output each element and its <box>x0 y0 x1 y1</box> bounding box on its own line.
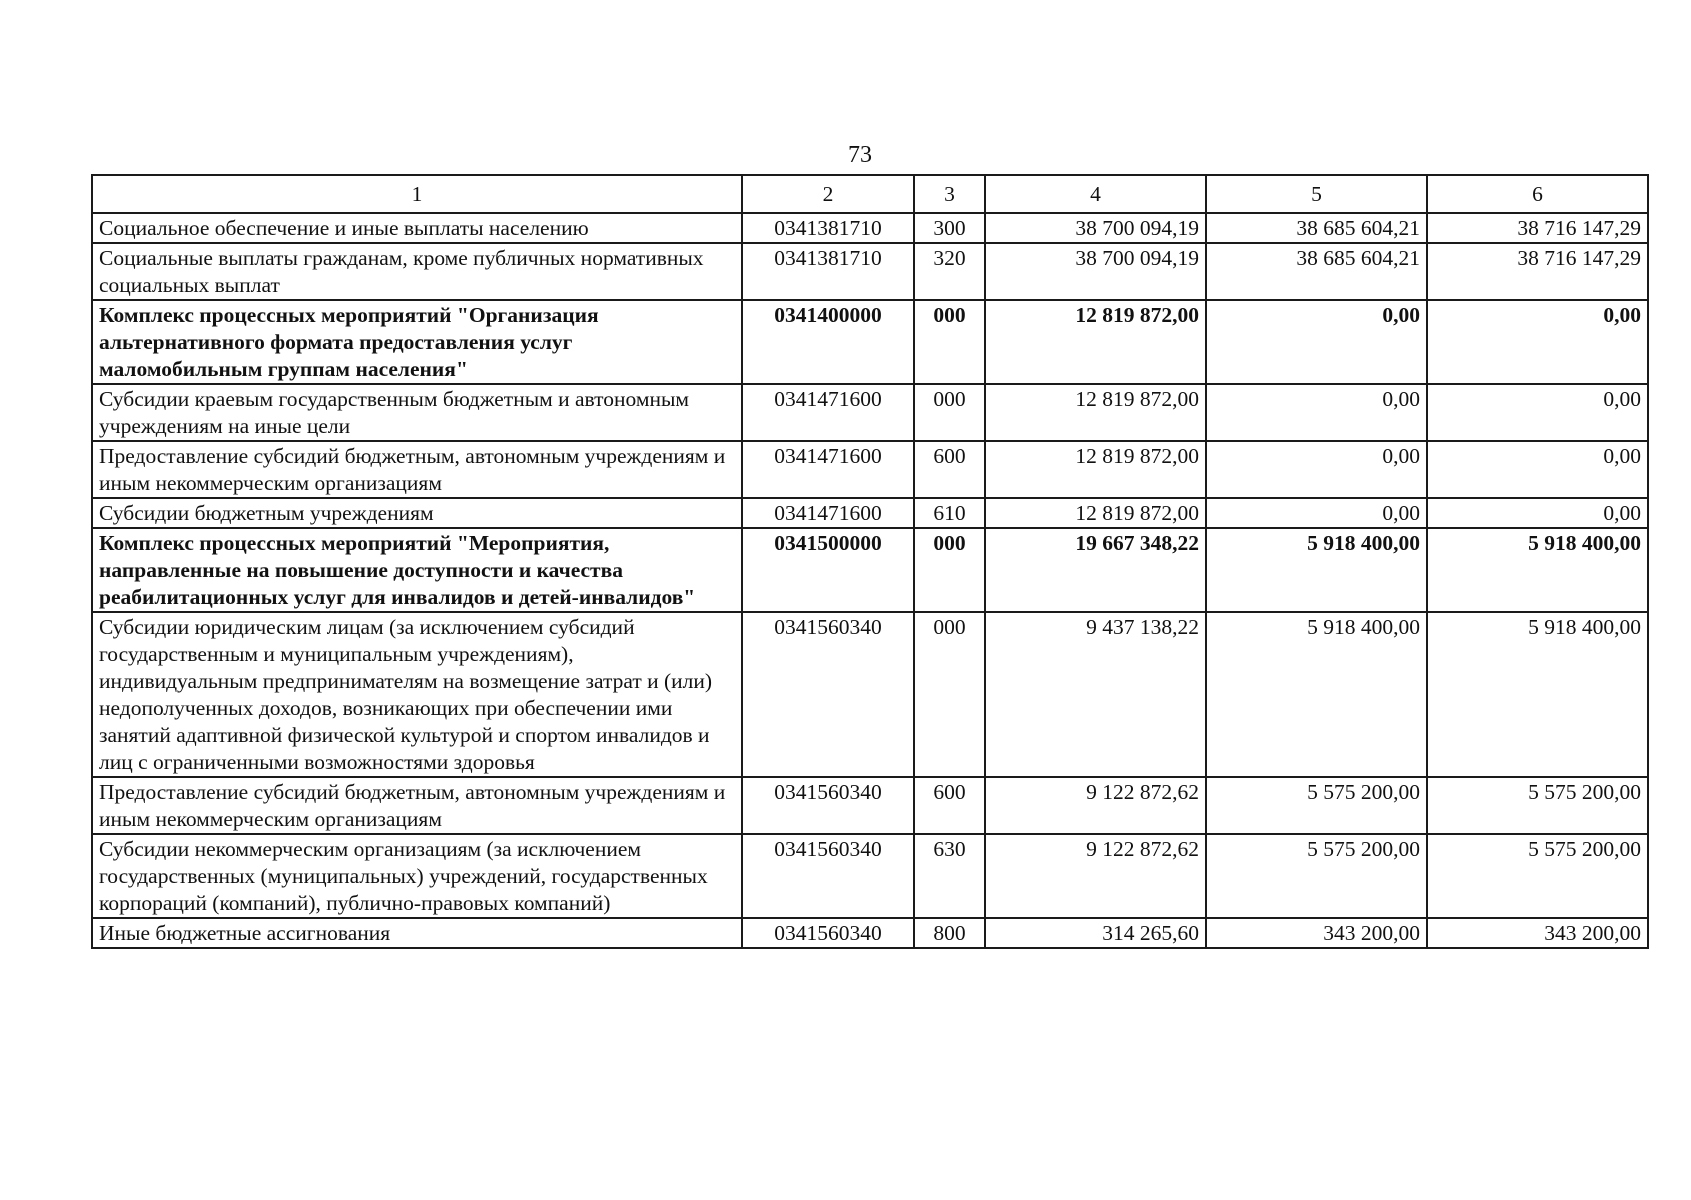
row-type-cell: 000 <box>914 384 985 441</box>
row-code-cell: 0341560340 <box>742 612 914 777</box>
row-value-col4-cell: 19 667 348,22 <box>985 528 1206 612</box>
row-name-cell: Субсидии некоммерческим организациям (за исключением государственных (муниципальных) учреждений, государственных корпораций (компаний), публично-правовых компаний) <box>92 834 742 918</box>
table-row <box>92 612 1648 777</box>
row-value-col6-cell: 38 716 147,29 <box>1427 243 1648 300</box>
row-value-col5-cell: 0,00 <box>1206 498 1427 528</box>
column-header: 5 <box>1206 175 1427 213</box>
row-value-col6-cell: 0,00 <box>1427 498 1648 528</box>
row-value-col5-cell: 5 918 400,00 <box>1206 528 1427 612</box>
row-value-col4-cell: 9 122 872,62 <box>985 834 1206 918</box>
table-row <box>92 300 1648 384</box>
row-type-cell: 320 <box>914 243 985 300</box>
row-value-col6-cell: 5 918 400,00 <box>1427 612 1648 777</box>
row-value-col6-cell: 0,00 <box>1427 300 1648 384</box>
table-row <box>92 777 1648 834</box>
row-value-col6-cell: 5 575 200,00 <box>1427 834 1648 918</box>
row-name-cell: Субсидии юридическим лицам (за исключением субсидий государственным и муниципальным учреждениям), индивидуальным предпринимателям на возмещение затрат и (или) недополученных доходов, возникающих при обеспечении ими занятий адаптивной физической культурой и спортом инвалидов и лиц с ограниченными возможностями здоровья <box>92 612 742 777</box>
row-code-cell: 0341560340 <box>742 777 914 834</box>
row-value-col5-cell: 0,00 <box>1206 384 1427 441</box>
row-code-cell: 0341381710 <box>742 243 914 300</box>
row-name-cell: Комплекс процессных мероприятий "Мероприятия, направленные на повышение доступности и качества реабилитационных услуг для инвалидов и детей-инвалидов" <box>92 528 742 612</box>
row-name-cell: Предоставление субсидий бюджетным, автономным учреждениям и иным некоммерческим организациям <box>92 777 742 834</box>
row-value-col5-cell: 38 685 604,21 <box>1206 213 1427 243</box>
row-value-col5-cell: 343 200,00 <box>1206 918 1427 948</box>
column-header: 2 <box>742 175 914 213</box>
row-value-col4-cell: 314 265,60 <box>985 918 1206 948</box>
table-body <box>92 213 1648 948</box>
row-name-cell: Субсидии бюджетным учреждениям <box>92 498 742 528</box>
row-code-cell: 0341381710 <box>742 213 914 243</box>
row-value-col6-cell: 38 716 147,29 <box>1427 213 1648 243</box>
row-name-cell: Социальные выплаты гражданам, кроме публичных нормативных социальных выплат <box>92 243 742 300</box>
row-type-cell: 000 <box>914 612 985 777</box>
row-value-col4-cell: 12 819 872,00 <box>985 384 1206 441</box>
table-row <box>92 384 1648 441</box>
budget-table <box>91 174 1649 949</box>
row-value-col5-cell: 0,00 <box>1206 441 1427 498</box>
table-row <box>92 213 1648 243</box>
row-value-col6-cell: 0,00 <box>1427 441 1648 498</box>
row-type-cell: 000 <box>914 300 985 384</box>
column-header: 3 <box>914 175 985 213</box>
column-header: 1 <box>92 175 742 213</box>
row-code-cell: 0341471600 <box>742 498 914 528</box>
table-row <box>92 498 1648 528</box>
row-value-col5-cell: 5 575 200,00 <box>1206 834 1427 918</box>
row-code-cell: 0341500000 <box>742 528 914 612</box>
row-value-col5-cell: 5 575 200,00 <box>1206 777 1427 834</box>
row-value-col5-cell: 38 685 604,21 <box>1206 243 1427 300</box>
row-value-col6-cell: 0,00 <box>1427 384 1648 441</box>
row-code-cell: 0341471600 <box>742 441 914 498</box>
row-type-cell: 630 <box>914 834 985 918</box>
row-type-cell: 800 <box>914 918 985 948</box>
row-value-col5-cell: 5 918 400,00 <box>1206 612 1427 777</box>
row-code-cell: 0341560340 <box>742 918 914 948</box>
row-code-cell: 0341400000 <box>742 300 914 384</box>
header-row <box>92 175 1648 213</box>
row-code-cell: 0341560340 <box>742 834 914 918</box>
row-type-cell: 000 <box>914 528 985 612</box>
row-value-col6-cell: 5 575 200,00 <box>1427 777 1648 834</box>
row-value-col4-cell: 38 700 094,19 <box>985 213 1206 243</box>
row-type-cell: 600 <box>914 441 985 498</box>
row-type-cell: 600 <box>914 777 985 834</box>
row-name-cell: Субсидии краевым государственным бюджетным и автономным учреждениям на иные цели <box>92 384 742 441</box>
row-value-col6-cell: 343 200,00 <box>1427 918 1648 948</box>
table-row <box>92 441 1648 498</box>
row-value-col6-cell: 5 918 400,00 <box>1427 528 1648 612</box>
table-row <box>92 834 1648 918</box>
row-value-col4-cell: 38 700 094,19 <box>985 243 1206 300</box>
row-type-cell: 610 <box>914 498 985 528</box>
row-name-cell: Комплекс процессных мероприятий "Организация альтернативного формата предоставления услуг маломобильным группам населения" <box>92 300 742 384</box>
page-number: 73 <box>848 142 872 168</box>
row-value-col4-cell: 12 819 872,00 <box>985 498 1206 528</box>
row-value-col5-cell: 0,00 <box>1206 300 1427 384</box>
row-name-cell: Предоставление субсидий бюджетным, автономным учреждениям и иным некоммерческим организациям <box>92 441 742 498</box>
row-value-col4-cell: 12 819 872,00 <box>985 300 1206 384</box>
row-name-cell: Социальное обеспечение и иные выплаты населению <box>92 213 742 243</box>
row-value-col4-cell: 9 122 872,62 <box>985 777 1206 834</box>
row-code-cell: 0341471600 <box>742 384 914 441</box>
table-row <box>92 918 1648 948</box>
row-name-cell: Иные бюджетные ассигнования <box>92 918 742 948</box>
table-row <box>92 528 1648 612</box>
row-type-cell: 300 <box>914 213 985 243</box>
table-row <box>92 243 1648 300</box>
column-header: 4 <box>985 175 1206 213</box>
row-value-col4-cell: 9 437 138,22 <box>985 612 1206 777</box>
row-value-col4-cell: 12 819 872,00 <box>985 441 1206 498</box>
column-header: 6 <box>1427 175 1648 213</box>
